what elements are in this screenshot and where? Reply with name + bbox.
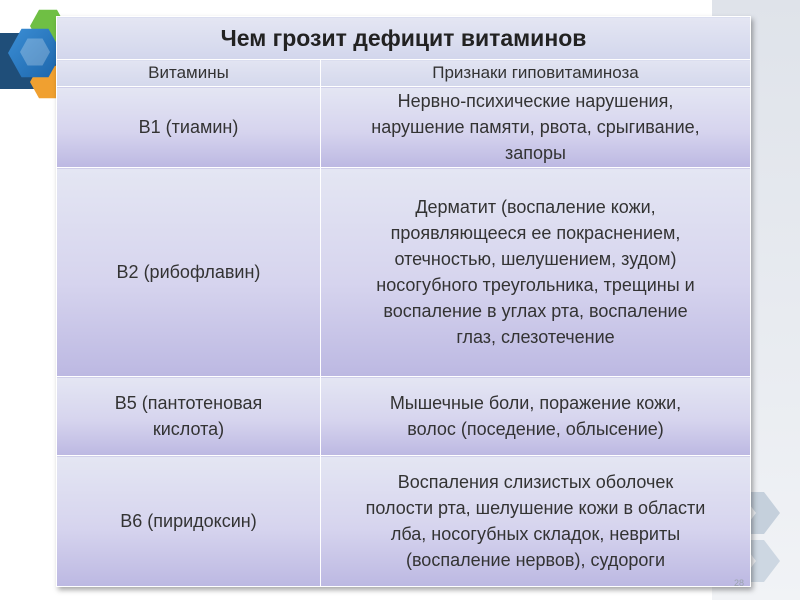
signs-cell: Воспаления слизистых оболочек полости рта, шелушение кожи в области лба, носогубных складок, невриты (воспаление нервов), судороги <box>321 456 751 587</box>
table-title-row <box>57 17 751 60</box>
vitamin-cell: В2 (рибофлавин) <box>57 168 321 377</box>
table-row <box>57 168 751 377</box>
column-header-vitamins: Витамины <box>57 60 321 87</box>
vitamin-deficiency-table <box>56 16 751 587</box>
table-row <box>57 456 751 587</box>
signs-cell: Мышечные боли, поражение кожи, волос (поседение, облысение) <box>321 377 751 456</box>
vitamin-cell: В6 (пиридоксин) <box>57 456 321 587</box>
table-header-row <box>57 60 751 87</box>
page-number: 28 <box>734 578 745 588</box>
vitamin-cell: В5 (пантотеновая кислота) <box>57 377 321 456</box>
table-title: Чем грозит дефицит витаминов <box>57 17 751 60</box>
table-row <box>57 377 751 456</box>
vitamin-cell: В1 (тиамин) <box>57 87 321 168</box>
signs-cell: Нервно-психические нарушения, нарушение памяти, рвота, срыгивание, запоры <box>321 87 751 168</box>
column-header-signs: Признаки гиповитаминоза <box>321 60 751 87</box>
table-row <box>57 87 751 168</box>
signs-cell: Дерматит (воспаление кожи, проявляющееся ее покраснением, отечностью, шелушением, зудом) носогубного треугольника, трещины и воспаление в углах рта, воспаление глаз, слезотечение <box>321 168 751 377</box>
